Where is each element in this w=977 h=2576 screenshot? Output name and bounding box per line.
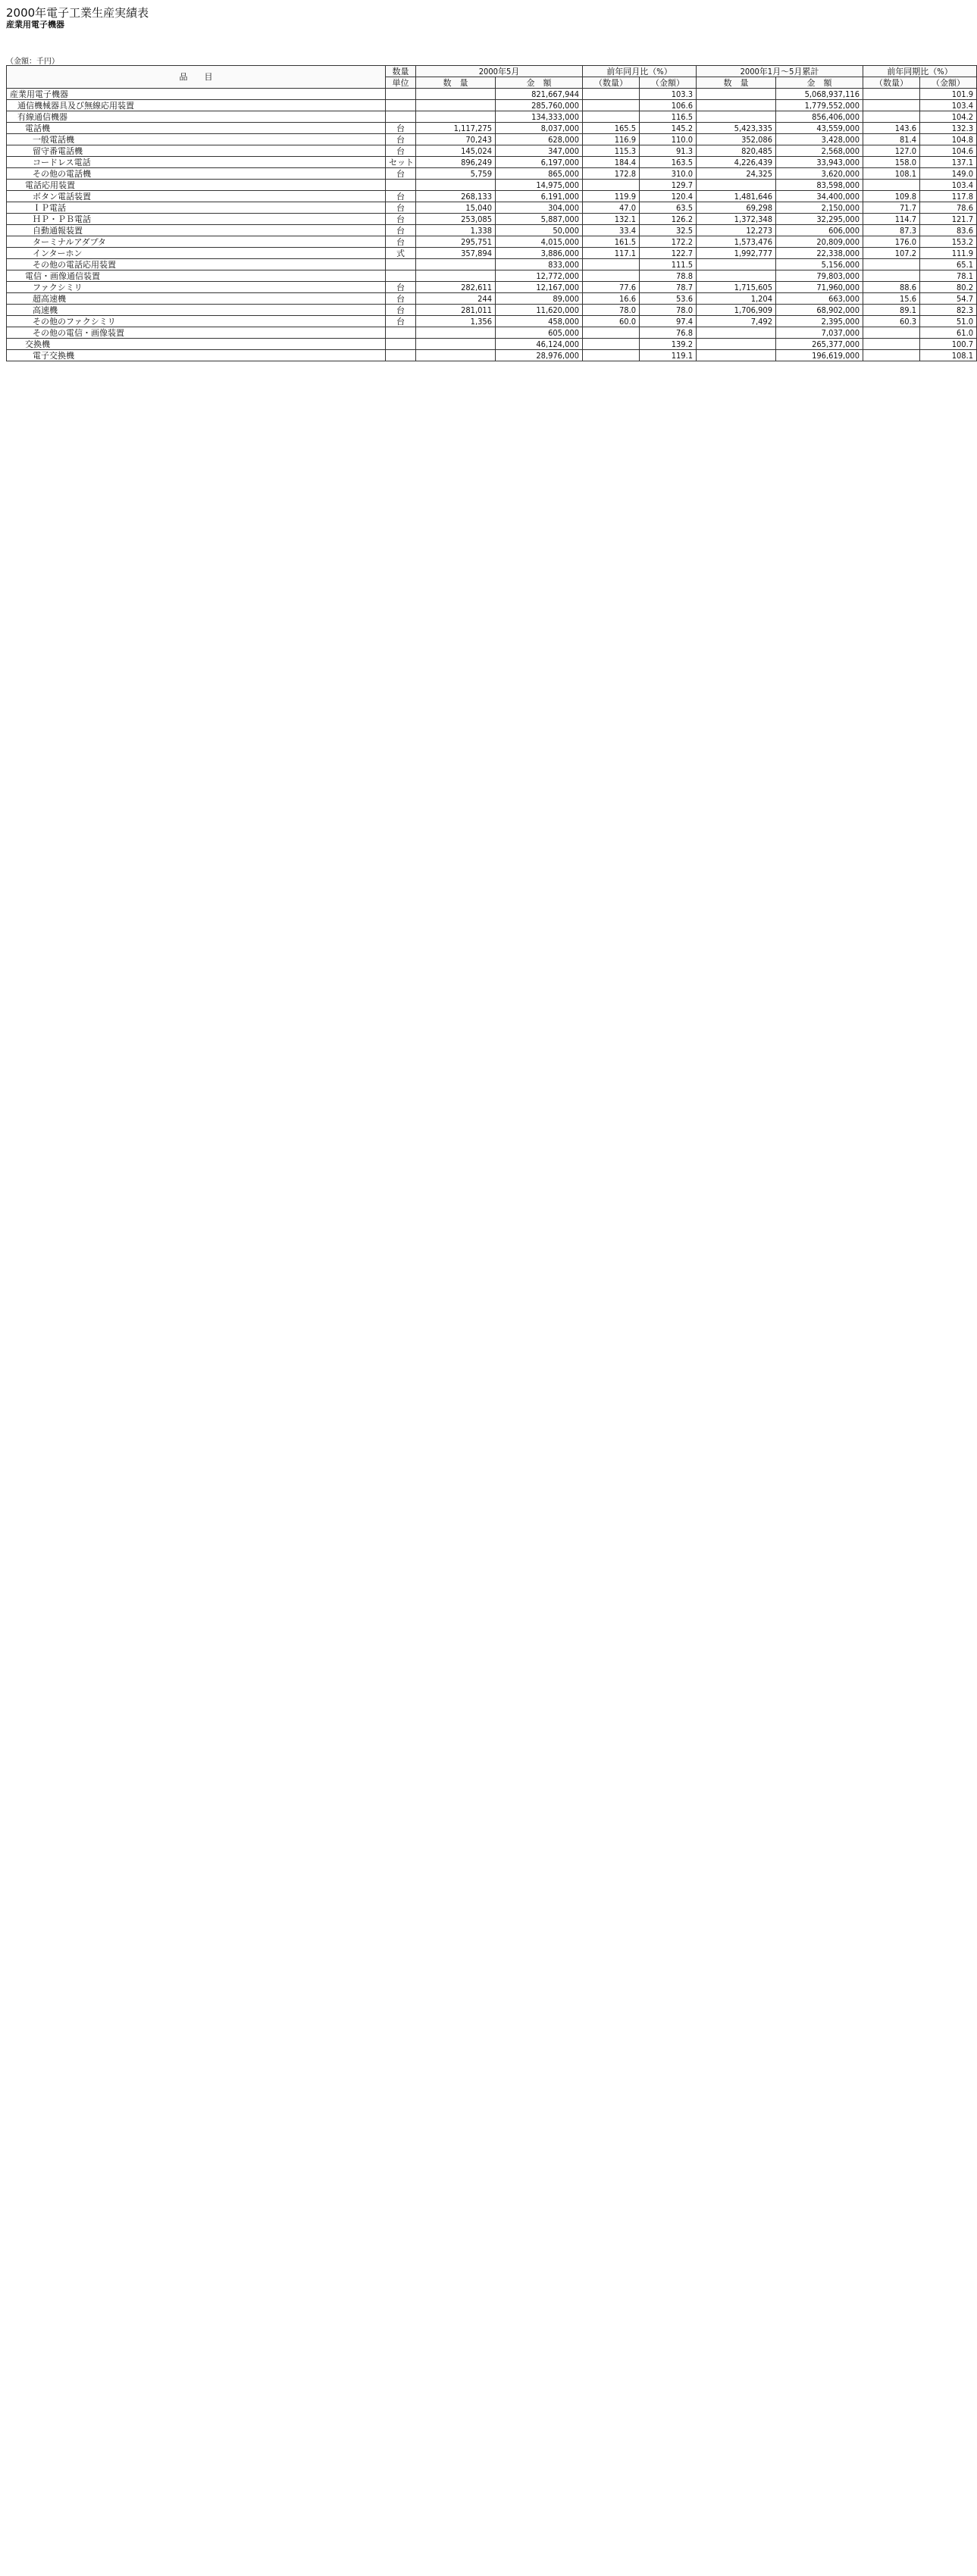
cell-pct-amount-ytd: 101.9 [920,89,977,100]
cell-amount-month: 6,191,000 [496,191,583,202]
header-row-1 [7,66,977,77]
cell-qty-ytd: 24,325 [697,168,776,180]
cell-amount-ytd: 83,598,000 [776,180,863,191]
cell-amount-month: 5,887,000 [496,214,583,225]
cell-item-name: ＩＰ電話 [7,202,386,214]
cell-amount-ytd: 856,406,000 [776,111,863,123]
cell-pct-qty-ytd: 89.1 [863,305,920,316]
cell-amount-month: 865,000 [496,168,583,180]
cell-unit [386,327,416,339]
cell-pct-qty-ytd [863,89,920,100]
cell-pct-amount-month: 172.2 [640,236,697,248]
cell-amount-month: 12,772,000 [496,270,583,282]
cell-qty-month [416,180,496,191]
cell-qty-month: 15,040 [416,202,496,214]
cell-pct-qty-month: 161.5 [583,236,640,248]
cell-amount-month: 347,000 [496,145,583,157]
cell-pct-amount-ytd: 103.4 [920,100,977,111]
cell-amount-month: 3,886,000 [496,248,583,259]
cell-unit: セット [386,157,416,168]
cell-pct-qty-ytd [863,100,920,111]
cell-amount-month: 134,333,000 [496,111,583,123]
cell-pct-amount-ytd: 83.6 [920,225,977,236]
cell-pct-qty-month: 119.9 [583,191,640,202]
table-row [7,259,977,270]
cell-pct-qty-month [583,89,640,100]
cell-amount-month: 46,124,000 [496,339,583,350]
cell-qty-ytd: 1,204 [697,293,776,305]
col-yoy-period-header: 前年同期比（%） [863,66,977,77]
cell-amount-ytd: 3,620,000 [776,168,863,180]
cell-unit: 式 [386,248,416,259]
cell-pct-qty-month [583,180,640,191]
cell-item-name: 交換機 [7,339,386,350]
cell-amount-ytd: 663,000 [776,293,863,305]
table-row [7,180,977,191]
cell-unit: 台 [386,225,416,236]
cell-pct-qty-ytd [863,259,920,270]
cell-pct-qty-month: 47.0 [583,202,640,214]
cell-pct-qty-month: 116.9 [583,134,640,145]
cell-qty-month: 281,011 [416,305,496,316]
col-qty-header: 数 量 [416,77,496,89]
table-row [7,145,977,157]
cell-pct-amount-month: 63.5 [640,202,697,214]
table-row [7,327,977,339]
cell-amount-month: 285,760,000 [496,100,583,111]
cell-pct-amount-month: 91.3 [640,145,697,157]
cell-amount-ytd: 32,295,000 [776,214,863,225]
cell-item-name: 高速機 [7,305,386,316]
cell-pct-amount-ytd: 100.7 [920,339,977,350]
cell-amount-ytd: 68,902,000 [776,305,863,316]
cell-pct-amount-ytd: 54.7 [920,293,977,305]
cell-unit [386,180,416,191]
cell-pct-qty-month: 184.4 [583,157,640,168]
cell-qty-month: 70,243 [416,134,496,145]
cell-item-name: 電話応用装置 [7,180,386,191]
cell-qty-ytd [697,111,776,123]
cell-qty-month: 1,356 [416,316,496,327]
cell-qty-month [416,270,496,282]
cell-pct-qty-ytd: 107.2 [863,248,920,259]
cell-pct-amount-month: 110.0 [640,134,697,145]
cell-pct-amount-ytd: 82.3 [920,305,977,316]
cell-amount-ytd: 1,779,552,000 [776,100,863,111]
cell-qty-ytd: 1,706,909 [697,305,776,316]
table-row [7,123,977,134]
cell-pct-qty-ytd [863,350,920,361]
cell-item-name: ＨＰ・ＰＢ電話 [7,214,386,225]
cell-amount-ytd: 3,428,000 [776,134,863,145]
cell-qty-ytd: 7,492 [697,316,776,327]
cell-pct-qty-month: 78.0 [583,305,640,316]
cell-qty-month [416,350,496,361]
cell-item-name: 留守番電話機 [7,145,386,157]
cell-pct-qty-month: 115.3 [583,145,640,157]
table-body [7,89,977,361]
cell-unit: 台 [386,134,416,145]
cell-qty-month: 1,338 [416,225,496,236]
cell-item-name: 産業用電子機器 [7,89,386,100]
cell-qty-ytd: 820,485 [697,145,776,157]
cell-unit: 台 [386,236,416,248]
cell-unit: 台 [386,202,416,214]
cell-qty-ytd [697,350,776,361]
cell-qty-month: 282,611 [416,282,496,293]
cell-amount-ytd: 43,559,000 [776,123,863,134]
cell-pct-amount-ytd: 61.0 [920,327,977,339]
table-row [7,236,977,248]
cell-item-name: ファクシミリ [7,282,386,293]
cell-pct-amount-ytd: 137.1 [920,157,977,168]
cell-amount-ytd: 2,568,000 [776,145,863,157]
cell-amount-ytd: 7,037,000 [776,327,863,339]
cell-pct-qty-month [583,259,640,270]
cell-qty-ytd: 4,226,439 [697,157,776,168]
cell-pct-amount-month: 122.7 [640,248,697,259]
cell-qty-month: 896,249 [416,157,496,168]
cell-pct-qty-month [583,111,640,123]
col-pct-qty-header: （数量） [583,77,640,89]
cell-pct-qty-ytd: 60.3 [863,316,920,327]
cell-unit: 台 [386,214,416,225]
cell-pct-amount-ytd: 132.3 [920,123,977,134]
cell-pct-qty-month: 172.8 [583,168,640,180]
cell-amount-month: 4,015,000 [496,236,583,248]
cell-pct-qty-ytd: 143.6 [863,123,920,134]
table-row [7,191,977,202]
cell-amount-ytd: 33,943,000 [776,157,863,168]
cell-pct-qty-month [583,270,640,282]
col-item-header: 品 目 [7,66,386,89]
cell-pct-amount-ytd: 149.0 [920,168,977,180]
cell-amount-ytd: 22,338,000 [776,248,863,259]
cell-amount-month: 605,000 [496,327,583,339]
cell-qty-ytd: 352,086 [697,134,776,145]
cell-pct-qty-month: 132.1 [583,214,640,225]
cell-pct-amount-month: 120.4 [640,191,697,202]
cell-pct-qty-month: 33.4 [583,225,640,236]
cell-pct-amount-ytd: 108.1 [920,350,977,361]
cell-pct-qty-month [583,100,640,111]
cell-pct-qty-ytd: 15.6 [863,293,920,305]
table-row [7,305,977,316]
cell-qty-month: 295,751 [416,236,496,248]
cell-pct-amount-month: 78.8 [640,270,697,282]
cell-amount-ytd: 2,395,000 [776,316,863,327]
cell-pct-amount-month: 106.6 [640,100,697,111]
col-pct-amt-header-ytd: （金額） [920,77,977,89]
cell-pct-qty-ytd: 158.0 [863,157,920,168]
cell-unit: 台 [386,282,416,293]
cell-item-name: その他の電話機 [7,168,386,180]
cell-pct-amount-ytd: 104.8 [920,134,977,145]
cell-pct-qty-month: 117.1 [583,248,640,259]
col-pct-qty-header-ytd: （数量） [863,77,920,89]
cell-pct-amount-month: 116.5 [640,111,697,123]
cell-unit: 台 [386,293,416,305]
cell-pct-qty-month: 16.6 [583,293,640,305]
cell-amount-month: 628,000 [496,134,583,145]
cell-qty-month [416,89,496,100]
cell-pct-qty-month [583,339,640,350]
cell-pct-qty-ytd: 87.3 [863,225,920,236]
cell-pct-qty-ytd [863,339,920,350]
cell-pct-qty-ytd: 108.1 [863,168,920,180]
cell-unit: 台 [386,123,416,134]
cell-unit: 台 [386,145,416,157]
cell-qty-month [416,259,496,270]
cell-unit [386,89,416,100]
cell-unit: 台 [386,316,416,327]
cell-qty-ytd [697,89,776,100]
cell-qty-ytd: 1,481,646 [697,191,776,202]
cell-pct-qty-ytd: 81.4 [863,134,920,145]
cell-qty-ytd [697,180,776,191]
cell-pct-amount-month: 103.3 [640,89,697,100]
cell-pct-qty-ytd: 127.0 [863,145,920,157]
cell-qty-ytd: 1,372,348 [697,214,776,225]
table-row [7,350,977,361]
cell-qty-month [416,111,496,123]
cell-qty-ytd: 1,992,777 [697,248,776,259]
document-title: 2000年電子工業生産実績表 [6,6,149,20]
cell-amount-month: 833,000 [496,259,583,270]
cell-item-name: その他の電信・画像装置 [7,327,386,339]
cell-unit: 台 [386,305,416,316]
cell-pct-amount-month: 163.5 [640,157,697,168]
cell-unit [386,111,416,123]
cell-amount-month: 89,000 [496,293,583,305]
cell-item-name: 通信機械器具及び無線応用装置 [7,100,386,111]
table-row [7,89,977,100]
cell-qty-ytd [697,339,776,350]
cell-amount-ytd: 2,150,000 [776,202,863,214]
cell-pct-amount-ytd: 103.4 [920,180,977,191]
table-row [7,282,977,293]
cell-pct-amount-ytd: 65.1 [920,259,977,270]
cell-pct-amount-ytd: 78.1 [920,270,977,282]
cell-pct-amount-month: 139.2 [640,339,697,350]
cell-qty-month: 357,894 [416,248,496,259]
cell-pct-qty-ytd: 71.7 [863,202,920,214]
cell-qty-ytd [697,327,776,339]
cell-amount-month: 14,975,000 [496,180,583,191]
cell-pct-amount-month: 310.0 [640,168,697,180]
cell-item-name: ボタン電話装置 [7,191,386,202]
cell-amount-ytd: 79,803,000 [776,270,863,282]
cell-pct-amount-ytd: 78.6 [920,202,977,214]
col-yoy-month-header: 前年同月比（%） [583,66,697,77]
cell-qty-month: 268,133 [416,191,496,202]
table-row [7,134,977,145]
unit-note: （金額：千円） [6,58,59,66]
cell-pct-qty-ytd [863,327,920,339]
cell-qty-ytd: 69,298 [697,202,776,214]
cell-qty-month: 1,117,275 [416,123,496,134]
cell-pct-qty-ytd: 109.8 [863,191,920,202]
cell-pct-amount-ytd: 111.9 [920,248,977,259]
cell-amount-ytd: 71,960,000 [776,282,863,293]
cell-pct-qty-ytd: 176.0 [863,236,920,248]
cell-pct-amount-month: 32.5 [640,225,697,236]
cell-item-name: 電子交換機 [7,350,386,361]
cell-amount-month: 8,037,000 [496,123,583,134]
cell-item-name: その他の電話応用装置 [7,259,386,270]
cell-amount-ytd: 265,377,000 [776,339,863,350]
cell-amount-ytd: 5,068,937,116 [776,89,863,100]
cell-pct-qty-month: 60.0 [583,316,640,327]
cell-item-name: インターホン [7,248,386,259]
cell-pct-qty-month [583,327,640,339]
cell-amount-month: 6,197,000 [496,157,583,168]
cell-pct-amount-month: 53.6 [640,293,697,305]
cell-pct-amount-ytd: 153.2 [920,236,977,248]
cell-unit: 台 [386,191,416,202]
cell-amount-ytd: 606,000 [776,225,863,236]
cell-unit: 台 [386,168,416,180]
cell-qty-ytd: 5,423,335 [697,123,776,134]
cell-pct-amount-month: 145.2 [640,123,697,134]
cell-pct-amount-month: 78.0 [640,305,697,316]
cell-pct-qty-ytd [863,111,920,123]
table-row [7,248,977,259]
cell-pct-amount-month: 129.7 [640,180,697,191]
cell-pct-amount-ytd: 117.8 [920,191,977,202]
cell-amount-month: 11,620,000 [496,305,583,316]
cell-item-name: コードレス電話 [7,157,386,168]
table-row [7,339,977,350]
cell-amount-ytd: 20,809,000 [776,236,863,248]
cell-amount-month: 821,667,944 [496,89,583,100]
cell-qty-month: 253,085 [416,214,496,225]
cell-pct-qty-ytd [863,180,920,191]
cell-amount-ytd: 34,400,000 [776,191,863,202]
cell-unit [386,259,416,270]
cell-qty-ytd: 12,273 [697,225,776,236]
cell-qty-month [416,339,496,350]
cell-item-name: その他のファクシミリ [7,316,386,327]
cell-item-name: 電信・画像通信装置 [7,270,386,282]
cell-pct-amount-month: 97.4 [640,316,697,327]
table-row [7,168,977,180]
cell-unit [386,270,416,282]
cell-unit [386,350,416,361]
cell-qty-ytd [697,100,776,111]
table-row [7,100,977,111]
col-qty-header-ytd: 数 量 [697,77,776,89]
cell-pct-amount-ytd: 104.2 [920,111,977,123]
cell-qty-month: 5,759 [416,168,496,180]
table-row [7,202,977,214]
cell-qty-month [416,100,496,111]
cell-pct-amount-month: 119.1 [640,350,697,361]
cell-pct-amount-ytd: 51.0 [920,316,977,327]
cell-pct-amount-month: 78.7 [640,282,697,293]
cell-item-name: 自動通報装置 [7,225,386,236]
production-table [6,65,977,361]
cell-unit [386,100,416,111]
cell-qty-month: 244 [416,293,496,305]
cell-amount-month: 304,000 [496,202,583,214]
cell-pct-amount-ytd: 104.6 [920,145,977,157]
cell-item-name: ターミナルアダプタ [7,236,386,248]
cell-item-name: 超高速機 [7,293,386,305]
col-amt-header-ytd: 金 額 [776,77,863,89]
cell-amount-month: 458,000 [496,316,583,327]
cell-pct-amount-ytd: 80.2 [920,282,977,293]
table-row [7,270,977,282]
cell-pct-qty-month: 77.6 [583,282,640,293]
cell-pct-amount-month: 76.8 [640,327,697,339]
cell-qty-month [416,327,496,339]
cell-qty-ytd [697,259,776,270]
cell-qty-ytd: 1,573,476 [697,236,776,248]
cell-item-name: 電話機 [7,123,386,134]
table-row [7,214,977,225]
cell-pct-amount-month: 111.5 [640,259,697,270]
cell-pct-amount-month: 126.2 [640,214,697,225]
table-row [7,225,977,236]
cell-amount-ytd: 5,156,000 [776,259,863,270]
cell-pct-qty-month: 165.5 [583,123,640,134]
col-amt-header: 金 額 [496,77,583,89]
cell-pct-qty-month [583,350,640,361]
cell-item-name: 有線通信機器 [7,111,386,123]
cell-pct-qty-ytd [863,270,920,282]
cell-pct-qty-ytd: 88.6 [863,282,920,293]
col-unit-header-2: 単位 [386,77,416,89]
cell-amount-month: 12,167,000 [496,282,583,293]
table-row [7,293,977,305]
col-may-header: 2000年5月 [416,66,583,77]
col-unit-header-1: 数量 [386,66,416,77]
cell-amount-ytd: 196,619,000 [776,350,863,361]
col-pct-amt-header: （金額） [640,77,697,89]
cell-qty-ytd: 1,715,605 [697,282,776,293]
table-row [7,157,977,168]
table-row [7,316,977,327]
cell-qty-month: 145,024 [416,145,496,157]
cell-pct-amount-ytd: 121.7 [920,214,977,225]
document-subtitle: 産業用電子機器 [6,20,64,30]
cell-amount-month: 50,000 [496,225,583,236]
table-row [7,111,977,123]
cell-pct-qty-ytd: 114.7 [863,214,920,225]
col-ytd-header: 2000年1月～5月累計 [697,66,863,77]
cell-qty-ytd [697,270,776,282]
cell-item-name: 一般電話機 [7,134,386,145]
cell-amount-month: 28,976,000 [496,350,583,361]
cell-unit [386,339,416,350]
